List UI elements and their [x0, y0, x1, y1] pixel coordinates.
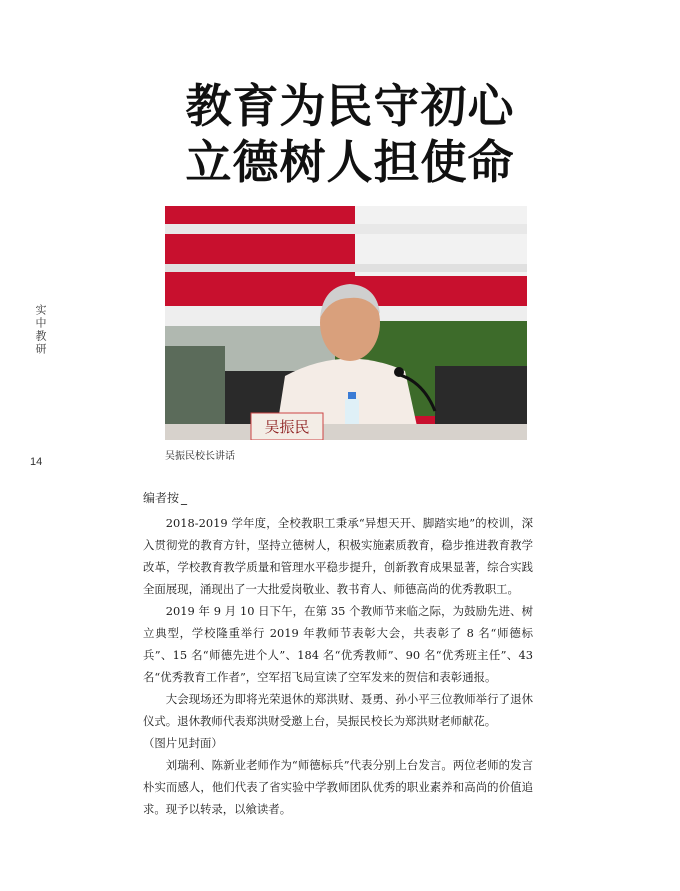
editor-note-heading	[143, 489, 533, 506]
editor-note-heading-underscore: _	[181, 491, 188, 505]
editor-note-heading-text: 编者按	[143, 491, 180, 505]
paragraph: 2018-2019 学年度，全校教职工秉承“异想天开、脚踏实地”的校训，深入贯彻党的教育方针，坚持立德树人，积极实施素质教育，稳步推进教育教学改革，学校教育教学质量和管理水平稳步提升，创新教育成果显著，综合实践全面展现，涌现出了一大批爱岗敬业、教书育人、师德高尚的优秀教职工。	[143, 516, 533, 596]
speaker-photo	[165, 206, 527, 440]
photo-caption: 吴振民校长讲话	[165, 451, 235, 462]
page-number: 14	[30, 456, 43, 468]
speaker-photo-illustration	[165, 206, 527, 440]
section-label: 实中教研	[34, 304, 47, 356]
paragraph: 刘瑞利、陈新业老师作为“师德标兵”代表分别上台发言。两位老师的发言朴实而感人，他们代表了省实验中学教师团队优秀的职业素养和高尚的价值追求。现予以转录，以飨读者。	[143, 758, 533, 816]
nameplate-text: 吴振民	[264, 418, 310, 436]
title-line-1: 教育为民守初心	[185, 79, 515, 133]
paragraph: 大会现场还为即将光荣退休的郑洪财、聂勇、孙小平三位教师举行了退休仪式。退休教师代表郑洪财受邀上台，吴振民校长为郑洪财老师献花。	[143, 692, 533, 728]
paragraph-image-note: （图片见封面）	[143, 736, 223, 750]
title-line-2: 立德树人担使命	[185, 135, 515, 189]
article-title	[150, 78, 550, 190]
editor-note	[143, 489, 533, 820]
paragraph: 2019 年 9 月 10 日下午，在第 35 个教师节来临之际，为鼓励先进、树立典型，学校隆重举行 2019 年教师节表彰大会，共表彰了 8 名“师德标兵”、15 名“师德先进个人”、184 名“优秀教师”、90 名“优秀班主任”、43 名“优秀教育工作者”，空军招飞局宣读了空军发来的贺信和表彰通报。	[143, 604, 533, 684]
